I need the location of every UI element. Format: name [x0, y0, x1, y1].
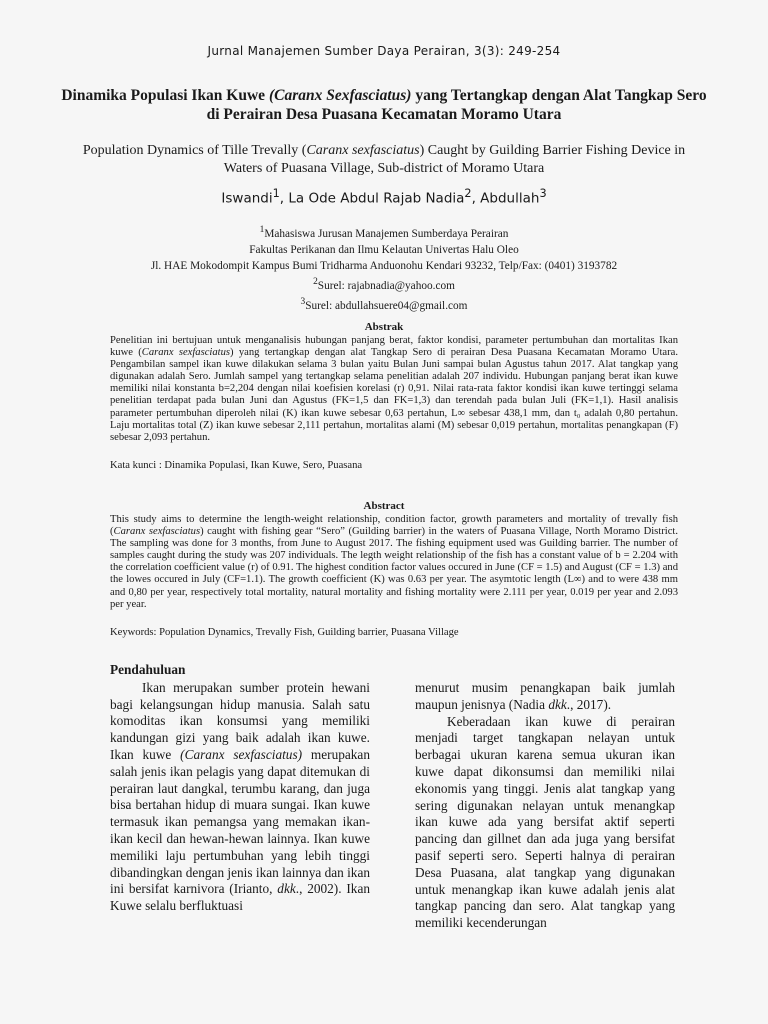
- intro-species: (Caranx sexfasciatus): [180, 746, 303, 762]
- affiliation-email-2: [60, 274, 708, 294]
- author-2: , La Ode Abdul Rajab Nadia: [279, 190, 465, 207]
- abstrak-heading: Abstrak: [364, 321, 404, 333]
- kata-kunci: Kata kunci : Dinamika Populasi, Ikan Kuwe, Sero, Puasana: [110, 460, 363, 471]
- title-en-species: Caranx sexfasciatus: [306, 143, 420, 158]
- intro-dkk-2: dkk: [548, 696, 567, 712]
- abstract-heading: Abstract: [363, 500, 405, 512]
- author-1-sup: 1: [272, 187, 280, 200]
- body-column-right: [415, 680, 675, 932]
- affiliation-sup-3: 3: [300, 296, 306, 307]
- intro-text-cont-a: menurut musim penangkapan baik jumlah maupun jenisnya (Nadia: [415, 680, 675, 712]
- title-id-species: (Caranx Sexfasciatus): [268, 87, 412, 104]
- affiliation-sup-1: 1: [259, 225, 265, 235]
- intro-paragraph-1-cont: [415, 680, 675, 714]
- author-2-sup: 2: [464, 187, 472, 200]
- abstract-body: [110, 514, 678, 611]
- author-1: Iswandi: [221, 190, 273, 207]
- intro-text-1c: ., 2002). Ikan Kuwe selalu berfluktuasi: [110, 881, 370, 914]
- affiliation-email-3: [60, 294, 708, 314]
- title-id-part1: Dinamika Populasi Ikan Kuwe: [61, 87, 269, 104]
- title-indonesian: [60, 86, 708, 124]
- author-3-sup: 3: [539, 187, 547, 200]
- journal-header: Jurnal Manajemen Sumber Daya Perairan, 3(3): 249-254: [207, 44, 561, 58]
- affiliation-sup-2: 2: [313, 276, 318, 287]
- author-list: [0, 187, 768, 207]
- title-en-part1: Population Dynamics of Tille Trevally (: [82, 143, 307, 158]
- intro-text-1a: Ikan merupakan sumber protein hewani bagi kelangsungan hidup manusia. Salah satu komoditas ikan konsumsi yang memiliki kandungan gizi yang baik adalah ikan kuwe. Ikan kuwe: [110, 679, 370, 762]
- abstrak-text-1: Penelitian ini bertujuan untuk menganalisis hubungan panjang berat, faktor kondisi, parameter pertumbuhan dan mortalitas Ikan kuwe (: [110, 335, 678, 359]
- affiliation-line-1: [60, 222, 708, 242]
- affiliation-block: [60, 222, 708, 313]
- affiliation-dept: Mahasiswa Jurusan Manajemen Sumberdaya Perairan: [264, 227, 509, 240]
- author-3: , Abdullah: [471, 190, 540, 207]
- affiliation-address: Jl. HAE Mokodompit Kampus Bumi Tridharma Anduonohu Kendari 93232, Telp/Fax: (0401) 3193782: [150, 259, 618, 272]
- abstrak-text-2: ) yang tertangkap dengan alat Tangkap Sero di perairan Desa Puasana Kecamatan Moramo Utara. Pengambilan sampel ikan kuwe dilakukan selama 3 bulan yaitu Bulan Juni sampai bulan Agustus tahun 2017. Alat tangkap yang digunakan adalah Sero. Jumlah sampel yang tertangkap selama penelitian adalah 207 individu. Hubungan panjang berat ikan kuwe memiliki nilai konstanta b=2,204 dengan nilai koefisien korelasi (r) 0,91. Nilai rata-rata faktor kondisi ikan kuwe tertinggi selama penelitian terdapat pada bulan Juni dan Agustus (FK=1,5 dan FK=1,3) dan terendah pada bulan Juli (FK=1,1). Hasil analisis parameter pertumbuhan diperoleh nilai (K) ikan kuwe sebesar 0,63 pertahun, L∞ sebesar 438,1 mm, dan t₀ adalah 0,80 pertahun. Laju mortalitas total (Z) ikan kuwe sebesar 2,111 pertahun, mortalitas alami (M) sebesar 0,019 pertahun, mortalitas penangkapan (F) sebesar 2,093 pertahun.: [110, 347, 679, 443]
- affiliation-faculty: Fakultas Perikanan dan Ilmu Kelautan Univertas Halu Oleo: [249, 243, 519, 256]
- body-column-left: [110, 662, 370, 915]
- email-3: Surel: abdullahsuere04@gmail.com: [305, 299, 468, 312]
- section-heading-pendahuluan: Pendahuluan: [110, 662, 186, 677]
- intro-paragraph-2: Keberadaan ikan kuwe di perairan menjadi target tangkapan nelayan untuk berbagai ukuran karena semua ukuran ikan kuwe dapat dikonsumsi dan memiliki nilai ekonomis yang tinggi. Jenis alat tangkap yang sering digunakan nelayan untuk menangkap ikan kuwe ada yang bersifat aktif seperti pancing dan gillnet dan ada juga yang bersifat pasif seperti sero. Seperti halnya di perairan Desa Puasana, alat tangkap yang digunakan untuk menangkap ikan kuwe adalah jenis alat tangkap pancing dan sero. Alat tangkap yang memiliki kecenderungan: [415, 713, 675, 931]
- title-en-part2: ) Caught by Guilding Barrier Fishing Device in Waters of Puasana Village, Sub-district of Moramo Utara: [223, 143, 686, 176]
- intro-text-1b: merupakan salah jenis ikan pelagis yang dapat ditemukan di perairan laut dangkal, terumbu karang, dan juga bisa bertahan hidup di muara sungai. Ikan kuwe termasuk ikan pemangsa yang memakan ikan-ikan kecil dan hewan-hewan lainnya. Ikan kuwe memiliki laju pertumbuhan yang lebih tinggi dibandingkan dengan jenis ikan lainnya dan ikan ini bersifat karnivora (Irianto,: [110, 746, 370, 897]
- intro-paragraph-1: [110, 680, 370, 915]
- abstrak-species: Caranx sexfasciatus: [141, 347, 231, 359]
- abstract-text-1: This study aims to determine the length-weight relationship, condition factor, growth parameters and mortality of trevally fish (: [110, 514, 678, 538]
- abstract-species: Caranx sexfasciatus: [113, 526, 201, 538]
- keywords: Keywords: Population Dynamics, Trevally Fish, Guilding barrier, Puasana Village: [110, 627, 459, 638]
- email-2: Surel: rajabnadia@yahoo.com: [317, 279, 455, 292]
- abstrak-body: [110, 335, 678, 444]
- abstract-text-2: ) caught with fishing gear “Sero” (Guilding barrier) in the waters of Puasana Village, North Moramo District. The sampling was done for 3 months, from June to August 2017. The fishing equipment used was Guilding barrier. The number of samples caught during the study was 207 individuals. The legth weight relationship of the fish has a constant value of b = 2.204 with the correlation coefficient value (r) of 0.91. The highest condition factor values occured in June (CF = 1.5) and August (CF = 1.3) and the lowes occured in July (CF=1.1). The growth coefficient (K) was 0.63 per year. The asymtotic length (L∞) and to were 438 mm and 0,80 per year, respectively total mortality, natural mortality and fishing mortality were 2.111 per year, 0.019 per year and 2.093 per year.: [110, 526, 679, 610]
- title-english: [80, 142, 688, 178]
- intro-text-cont-b: ., 2017).: [566, 696, 612, 712]
- intro-dkk-1: dkk: [277, 881, 296, 897]
- title-id-part2: yang Tertangkap dengan Alat Tangkap Sero di Perairan Desa Puasana Kecamatan Moramo Utara: [206, 87, 707, 123]
